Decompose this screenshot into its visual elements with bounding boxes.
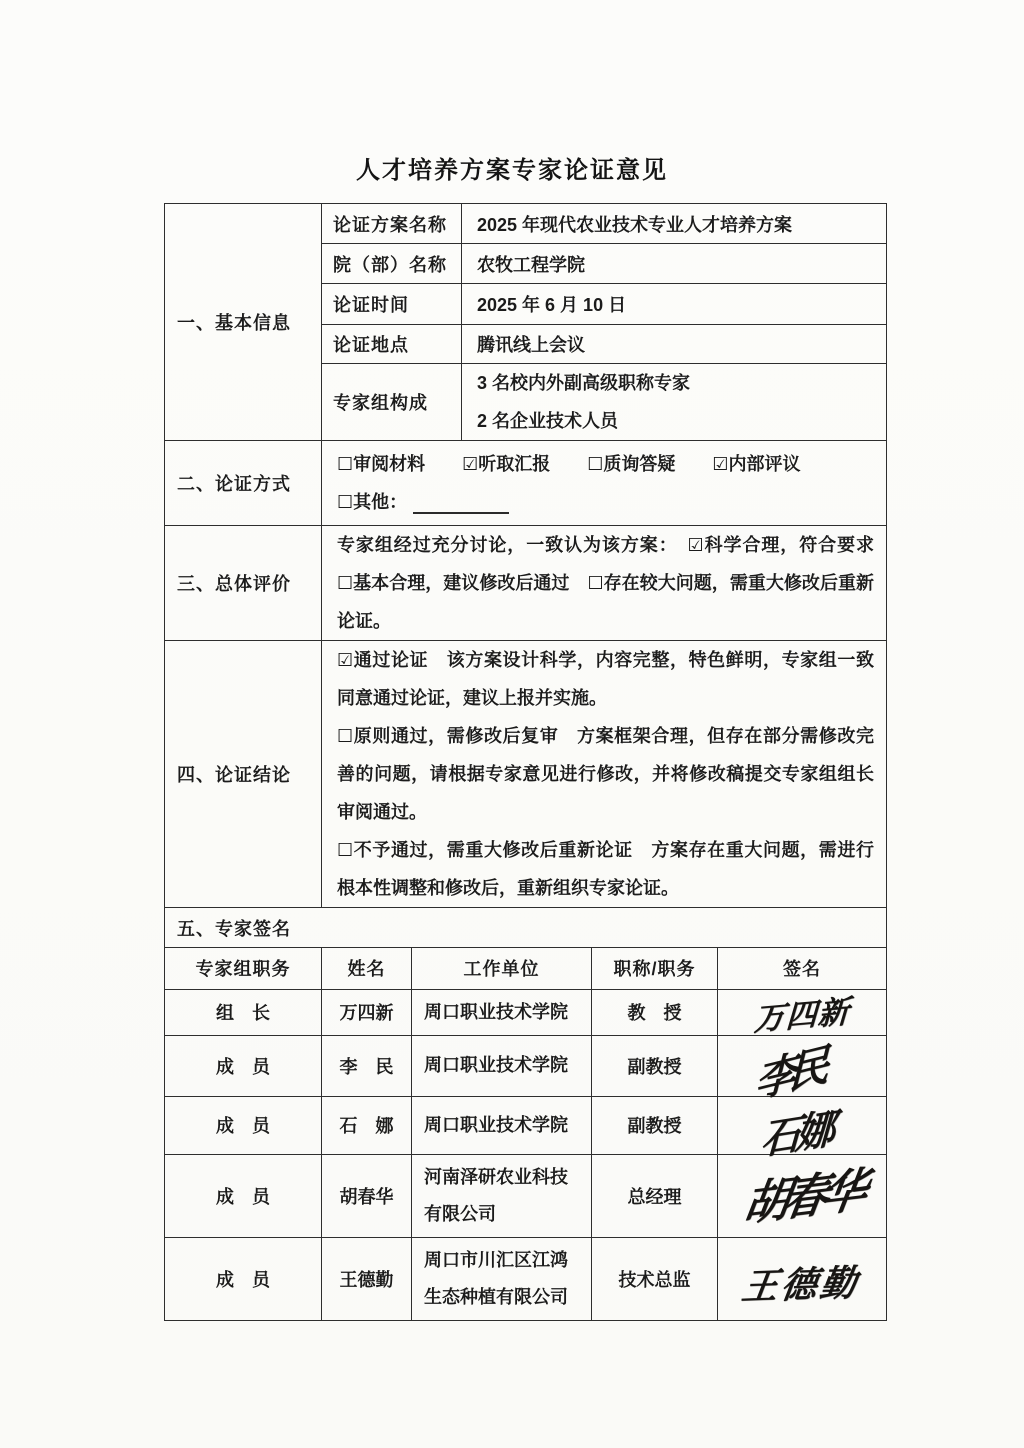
conclusion-paragraph-reject: ☐不予通过，需重大修改后重新论证 方案存在重大问题，需进行根本性调整和修改后，重新组织专家论证。: [337, 840, 874, 898]
expert-name: 万四新: [322, 989, 412, 1035]
signature-handwriting: 李民: [754, 1039, 823, 1108]
table-row: [165, 526, 887, 641]
expert-org: 周口职业技术学院: [412, 989, 592, 1035]
table-row: [165, 1035, 887, 1096]
experts-table: [164, 947, 887, 1321]
section-overall-label: 三、总体评价: [165, 526, 322, 641]
signature-handwriting: 万四新: [753, 993, 851, 1038]
expert-title: 总经理: [592, 1154, 718, 1237]
experts-header-name: 姓名: [322, 947, 412, 989]
table-row: [165, 1154, 887, 1237]
overall-evaluation-text: 专家组经过充分讨论，一致认为该方案： ☑科学合理，符合要求 ☐基本合理，建议修改后通过 ☐存在较大问题，需重大修改后重新论证。: [322, 526, 887, 641]
field-value-department: 农牧工程学院: [462, 244, 887, 284]
expert-role: 成 员: [165, 1237, 322, 1320]
field-label-expert-group: 专家组构成: [322, 364, 462, 441]
field-label-review-time: 论证时间: [322, 284, 462, 325]
other-blank-line: [413, 494, 509, 514]
signature-cell: [718, 1154, 887, 1237]
expert-group-line-2: 2 名企业技术人员: [477, 411, 619, 431]
method-options-cell: [322, 441, 887, 526]
expert-role: 成 员: [165, 1035, 322, 1096]
checkbox-option-listen-report: ☑听取汇报: [462, 454, 551, 474]
expert-group-line-1: 3 名校内外副高级职称专家: [477, 373, 691, 393]
signature-cell: [718, 1035, 887, 1108]
section-basic-info-label: 一、基本信息: [165, 204, 322, 441]
field-value-review-time: 2025 年 6 月 10 日: [462, 284, 887, 325]
signature-cell: [718, 1237, 887, 1320]
table-row: [165, 441, 887, 526]
checkbox-option-internal-review: ☑内部评议: [712, 454, 801, 474]
expert-org: 周口职业技术学院: [412, 1035, 592, 1096]
field-value-expert-group: [462, 364, 887, 441]
checkbox-option-review-materials: ☐审阅材料: [337, 454, 426, 474]
expert-title: 副教授: [592, 1096, 718, 1154]
signature-cell: [718, 1096, 887, 1164]
field-label-review-place: 论证地点: [322, 325, 462, 364]
section-method-label: 二、论证方式: [165, 441, 322, 526]
page-title: 人才培养方案专家论证意见: [356, 158, 668, 184]
expert-title: 技术总监: [592, 1237, 718, 1320]
expert-title: 教 授: [592, 989, 718, 1035]
method-other-row: [322, 483, 886, 521]
field-value-review-place: 腾讯线上会议: [462, 325, 887, 364]
field-label-department: 院（部）名称: [322, 244, 462, 284]
experts-header-signature: 签名: [718, 947, 887, 989]
conclusion-cell: [322, 641, 887, 908]
field-value-plan-name: 2025 年现代农业技术专业人才培养方案: [462, 204, 887, 244]
review-form: [164, 203, 892, 1321]
conclusion-paragraph-conditional: ☐原则通过，需修改后复审 方案框架合理，但存在部分需修改完善的问题，请根据专家意见进行修改，并将修改稿提交专家组组长审阅通过。: [337, 726, 874, 822]
experts-header-title: 职称/职务: [592, 947, 718, 989]
conclusion-paragraph-pass: ☑通过论证 该方案设计科学，内容完整，特色鲜明，专家组一致同意通过论证，建议上报并实施。: [337, 650, 874, 708]
section-signatures-label: 五、专家签名: [165, 908, 887, 948]
table-row: [165, 989, 887, 1035]
method-options-row: [322, 445, 886, 483]
table-row: [165, 908, 887, 948]
signature-handwriting: 王德勤: [739, 1261, 863, 1309]
table-row: [165, 1237, 887, 1320]
signature-handwriting: 胡春华: [739, 1161, 865, 1232]
table-row: [165, 1096, 887, 1154]
expert-role: 成 员: [165, 1096, 322, 1154]
expert-name: 石 娜: [322, 1096, 412, 1154]
field-label-plan-name: 论证方案名称: [322, 204, 462, 244]
expert-org: 周口市川汇区江鸿生态种植有限公司: [412, 1237, 592, 1320]
experts-header-row: [165, 947, 887, 989]
checkbox-option-question-answer: ☐质询答疑: [587, 454, 676, 474]
main-form-table: [164, 203, 892, 948]
experts-header-role: 专家组职务: [165, 947, 322, 989]
checkbox-option-other: ☐其他：: [337, 492, 408, 512]
expert-org: 河南泽研农业科技有限公司: [412, 1154, 592, 1237]
table-row: [165, 641, 887, 908]
expert-org: 周口职业技术学院: [412, 1096, 592, 1154]
expert-name: 胡春华: [322, 1154, 412, 1237]
expert-name: 王德勤: [322, 1237, 412, 1320]
experts-header-org: 工作单位: [412, 947, 592, 989]
table-row: [165, 204, 887, 244]
section-conclusion-label: 四、论证结论: [165, 641, 322, 908]
expert-role: 组 长: [165, 989, 322, 1035]
expert-role: 成 员: [165, 1154, 322, 1237]
signature-cell: [718, 989, 887, 1038]
expert-title: 副教授: [592, 1035, 718, 1096]
expert-name: 李 民: [322, 1035, 412, 1096]
signature-handwriting: 石娜: [759, 1104, 832, 1164]
